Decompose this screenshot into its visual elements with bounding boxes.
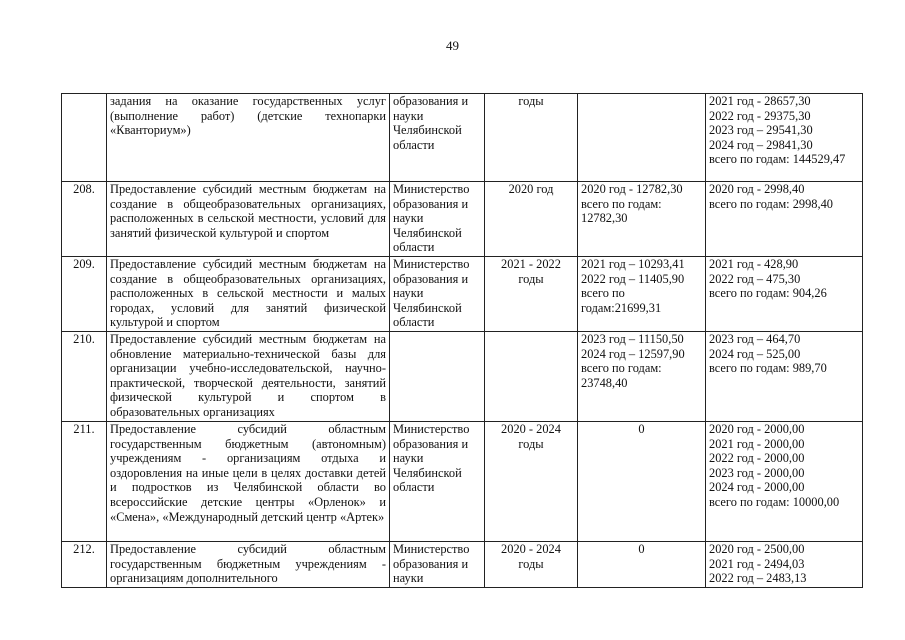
regional-funding: 2020 год - 2500,00 2021 год - 2494,03 2022 год – 2483,13 (706, 541, 863, 587)
regional-funding: 2021 год - 428,90 2022 год – 475,30 всего по годам: 904,26 (706, 256, 863, 331)
table-row (62, 182, 863, 257)
row-number: 211. (62, 421, 107, 541)
table-row (62, 256, 863, 331)
measures-table (61, 93, 863, 588)
measure-description: Предоставление субсидий местным бюджетам на создание в общеобразовательных организациях, расположенных в сельской местности, условий для занятий физической культурой и спортом (107, 182, 390, 257)
row-number: 208. (62, 182, 107, 257)
responsible-executor (390, 331, 485, 421)
page-number: 49 (446, 38, 459, 53)
measure-description: Предоставление субсидий областным государственным бюджетным учреждениям - организациям дополнительного (107, 541, 390, 587)
measure-description: Предоставление субсидий местным бюджетам на обновление материально-технической базы для организации учебно-исследовательской, научно-практической, творческой деятельности, занятий физической культурой и спортом в образовательных организациях (107, 331, 390, 421)
regional-funding: 2023 год – 464,70 2024 год – 525,00 всего по годам: 989,70 (706, 331, 863, 421)
table-row (62, 94, 863, 182)
row-number: 209. (62, 256, 107, 331)
responsible-executor: Министерство образования и науки Челябинской области (390, 421, 485, 541)
responsible-executor: образования и науки Челябинской области (390, 94, 485, 182)
responsible-executor: Министерство образования и науки (390, 541, 485, 587)
responsible-executor: Министерство образования и науки Челябинской области (390, 182, 485, 257)
measure-description: Предоставление субсидий местным бюджетам на создание в общеобразовательных организациях, расположенных в сельской местности и малых городах, условий для занятий физической культурой и спортом (107, 256, 390, 331)
table-row (62, 541, 863, 587)
measure-description: Предоставление субсидий областным государственным бюджетным (автономным) учреждениям - организациям отдыха и оздоровления на иные цели в целях доставки детей и подростков из Челябинской области во всероссийские детские центры «Орленок» и «Смена», «Международный детский центр «Артек» (107, 421, 390, 541)
table-row (62, 331, 863, 421)
measure-description: задания на оказание государственных услуг (выполнение работ) (детские технопарки «Кванториум») (107, 94, 390, 182)
implementation-period: 2020 - 2024 годы (485, 421, 578, 541)
table-row (62, 421, 863, 541)
regional-funding: 2020 год - 2000,00 2021 год - 2000,00 2022 год - 2000,00 2023 год - 2000,00 2024 год - 2000,00 всего по годам: 10000,00 (706, 421, 863, 541)
implementation-period: годы (485, 94, 578, 182)
responsible-executor: Министерство образования и науки Челябинской области (390, 256, 485, 331)
implementation-period: 2020 год (485, 182, 578, 257)
implementation-period (485, 331, 578, 421)
row-number: 210. (62, 331, 107, 421)
implementation-period: 2021 - 2022 годы (485, 256, 578, 331)
federal-funding: 2021 год – 10293,41 2022 год – 11405,90 всего по годам:21699,31 (578, 256, 706, 331)
regional-funding: 2021 год - 28657,30 2022 год - 29375,30 2023 год – 29541,30 2024 год – 29841,30 всего по годам: 144529,47 (706, 94, 863, 182)
federal-funding: 0 (578, 421, 706, 541)
federal-funding: 2023 год – 11150,50 2024 год – 12597,90 всего по годам: 23748,40 (578, 331, 706, 421)
row-number (62, 94, 107, 182)
federal-funding: 2020 год - 12782,30 всего по годам: 12782,30 (578, 182, 706, 257)
regional-funding: 2020 год - 2998,40 всего по годам: 2998,40 (706, 182, 863, 257)
federal-funding (578, 94, 706, 182)
row-number: 212. (62, 541, 107, 587)
federal-funding: 0 (578, 541, 706, 587)
implementation-period: 2020 - 2024 годы (485, 541, 578, 587)
